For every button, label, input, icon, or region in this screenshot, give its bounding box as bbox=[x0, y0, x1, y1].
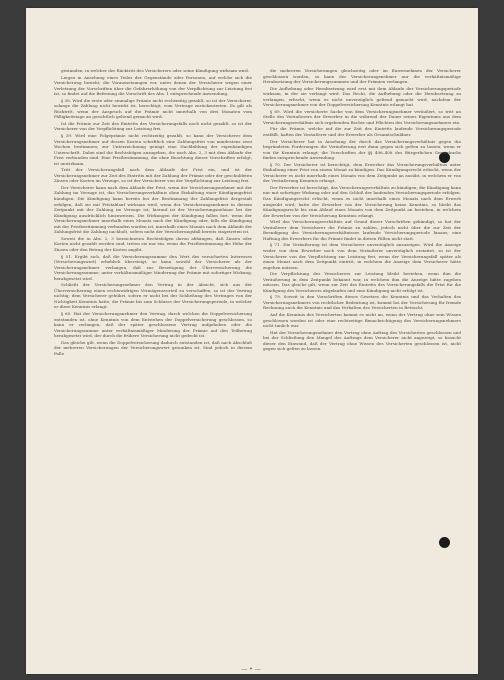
paragraph: gestanden, in welcher der Rücktritt des Versicherers oder seine Kündigung wirksam wird. bbox=[61, 68, 250, 73]
paragraph: § 71. Die Veräußerung ist dem Versicherer unverzüglich anzuzeigen. Wird die Anzeige weder von dem Erwerber noch von dem Veräußerer unverzüglich erstattet, so ist der Versicherer von der Verpflichtung zur Leistung frei, wenn der Versicherungsfall später als einen Monat nach dem Zeitpunkt eintritt, in welchem die Anzeige dem Versicherer hätte zugehen müssen. bbox=[263, 242, 461, 270]
paragraph: Der Erwerber ist berechtigt, das Versicherungsverhältnis zu kündigen; die Kündigung kann nur mit sofortiger Wirkung oder auf den Schluß der laufenden Versicherungsperiode erfolgen. Das Kündigungsrecht erlischt, wenn es nicht innerhalb eines Monats nach dem Erwerb ausgeübt wird; hatte der Erwerber von der Versicherung keine Kenntnis, so bleibt das Kündigungsrecht bis zum Ablauf eines Monats von dem Zeitpunkt an bestehen, in welchem der Erwerber von der Versicherung Kenntnis erlangt. bbox=[263, 184, 461, 218]
paragraph: Liegen in Ansehung eines Teiles der Gegenstände oder Personen, auf welche sich die Versicherung bezieht, die Voraussetzungen vor, unter denen der Versicherer wegen einer Verletzung der Vorschriften über die Gefahrerhöhung von der Verpflichtung zur Leistung frei ist, so findet auf die Befreiung die Vorschrift des Abs. 1 entsprechende Anwendung. bbox=[54, 74, 252, 97]
paragraph: § 70. Der Versicherer ist berechtigt, dem Erwerber das Versicherungsverhältnis unter Einhaltung einer Frist von einem Monat zu kündigen. Das Kündigungsrecht erlischt, wenn der Versicherer es nicht innerhalb eines Monats von dem Zeitpunkt an ausübt, in welchem er von der Veräußerung Kenntnis erlangt. bbox=[263, 161, 461, 184]
paragraph: Hat der Versicherungsnehmer den Vertrag ohne Auftrag des Versicherten geschlossen und bei der Schließung den Mangel des Auftrags dem Versicherer nicht angezeigt, so braucht dieser den Einwand, daß der Vertrag ohne Wissen des Versicherten geschlossen ist, nicht gegen sich gelten zu lassen. bbox=[263, 329, 461, 352]
paragraph: Wird das Versicherungsverhältnis auf Grund dieser Vorschriften gekündigt, so hat der Veräußerer dem Versicherer die Prämie zu zahlen, jedoch nicht über die zur Zeit der Beendigung des Versicherungsverhältnisses laufende Versicherungsperiode hinaus; eine Haftung des Erwerbers für die Prämie findet in diesen Fällen nicht statt. bbox=[263, 219, 461, 241]
paragraph: Tritt der Versicherungsfall nach dem Ablaufe der Frist ein, und ist der Versicherungsnehmer zur Zeit des Eintritts mit der Zahlung der Prämie oder der geschuldeten Zinsen oder Kosten im Verzuge, so ist der Versicherer von der Verpflichtung zur Leistung frei. bbox=[54, 167, 252, 184]
text-column-left bbox=[54, 68, 252, 357]
paragraph: Für die Prämie, welche auf die zur Zeit des Eintritts laufende Versicherungsperiode entfällt, haften der Veräußerer und der Erwerber als Gesamtschuldner. bbox=[263, 126, 461, 138]
paragraph: § 69. Wird die versicherte Sache von dem Versicherungsnehmer veräußert, so tritt an Stelle des Veräußerers der Erwerber in die während der Dauer seines Eigentums aus dem Versicherungsverhältnis sich ergebenden Rechte und Pflichten des Versicherungsnehmers ein. bbox=[263, 108, 461, 125]
paragraph: Auf die Kenntnis des Versicherten kommt es nicht an, wenn der Vertrag ohne sein Wissen geschlossen worden ist oder eine rechtzeitige Benachrichtigung des Versicherungsnehmers nicht tunlich war. bbox=[263, 311, 461, 329]
paragraph: Die Aufhebung oder Herabsetzung wird erst mit dem Ablaufe der Versicherungsperiode wirksam, in der sie verlangt wird. Das Recht, die Aufhebung oder die Herabsetzung zu verlangen, erlischt, wenn es nicht unverzüglich geltend gemacht wird, nachdem der Versicherungsnehmer von der Doppelversicherung Kenntnis erlangt hat. bbox=[263, 85, 461, 108]
footer-ornament: —•— bbox=[241, 666, 263, 673]
paragraph: § 39. Wird eine Folgeprämie nicht rechtzeitig gezahlt, so kann der Versicherer dem Versicherungsnehmer auf dessen Kosten schriftlich eine Zahlungsfrist von mindestens zwei Wochen bestimmen; zur Unterzeichnung genügt eine Nachbildung der eigenhändigen Unterschrift. Dabei sind die Rechtsfolgen anzugeben, die nach Abs. 2, 3 mit dem Ablaufe der Frist verbunden sind. Eine Fristbestimmung, die ohne Beachtung dieser Vorschriften erfolgt, ist unwirksam. bbox=[54, 133, 252, 166]
paragraph: Die Verpflichtung des Versicherers zur Leistung bleibt bestehen, wenn ihm die Veräußerung in dem Zeitpunkt bekannt war, in welchem ihm die Anzeige hätte zugehen müssen. Das gleiche gilt, wenn zur Zeit des Eintritts des Versicherungsfalls die Frist für die Kündigung des Versicherers abgelaufen und eine Kündigung nicht erfolgt ist. bbox=[263, 271, 461, 293]
paragraph: § 79. Soweit in den Vorschriften dieses Gesetzes die Kenntnis und das Verhalten des Versicherungsnehmers von rechtlicher Bedeutung ist, kommt bei der Versicherung für fremde Rechnung auch die Kenntnis und das Verhalten des Versicherten in Betracht. bbox=[263, 294, 461, 311]
paragraph: Das gleiche gilt, wenn die Doppelversicherung dadurch entstanden ist, daß nach Abschluß der mehreren Versicherungen der Versicherungswert gesunken ist. Sind jedoch in diesem Falle bbox=[54, 339, 252, 356]
paragraph: § 51. Ergibt sich, daß die Versicherungssumme den Wert des versicherten Interesses (Versicherungswert) erheblich übersteigt, so kann sowohl der Versicherer als der Versicherungsnehmer verlangen, daß zur Beseitigung der Überversicherung die Versicherungssumme, unter verhältnismäßiger Minderung der Prämie mit sofortiger Wirkung, herabgesetzt wird. bbox=[54, 253, 252, 281]
punch-hole-bottom bbox=[439, 537, 450, 548]
paragraph: Der Versicherer kann nach dem Ablaufe der Frist, wenn der Versicherungsnehmer mit der Zahlung im Verzuge ist, das Versicherungsverhältnis ohne Einhaltung einer Kündigungsfrist kündigen. Die Kündigung kann bereits bei der Bestimmung der Zahlungsfrist dergestalt erfolgen, daß sie mit Fristablauf wirksam wird, wenn der Versicherungsnehmer in diesem Zeitpunkt mit der Zahlung im Verzuge ist; hierauf ist der Versicherungsnehmer bei der Kündigung ausdrücklich hinzuweisen. Die Wirkungen der Kündigung fallen fort, wenn der Versicherungsnehmer innerhalb eines Monats nach der Kündigung oder, falls die Kündigung mit der Fristbestimmung verbunden worden ist, innerhalb eines Monats nach dem Ablaufe der Zahlungsfrist die Zahlung nachholt, sofern nicht der Versicherungsfall bereits eingetreten ist. bbox=[54, 184, 252, 235]
paragraph: § 38. Wird die erste oder einmalige Prämie nicht rechtzeitig gezahlt, so ist der Versicherer, solange die Zahlung nicht bewirkt ist, berechtigt, vom Vertrage zurückzutreten. Es gilt als Rücktritt, wenn der Anspruch auf die Prämie nicht innerhalb von drei Monaten vom Fälligkeitstage an gerichtlich geltend gemacht wird. bbox=[54, 97, 252, 120]
paragraph: Soweit die in Abs. 2, 3 bezeichneten Rechtsfolgen davon abhängen, daß Zinsen oder Kosten nicht gezahlt worden sind, treten sie nur ein, wenn die Fristbestimmung die Höhe der Zinsen oder den Betrag der Kosten angibt. bbox=[54, 235, 252, 252]
paragraph: § 60. Hat der Versicherungsnehmer den Vertrag, durch welchen die Doppelversicherung entstanden ist, ohne Kenntnis von dem Entstehen der Doppelversicherung geschlossen, so kann er verlangen, daß der später geschlossene Vertrag aufgehoben oder die Versicherungssumme unter verhältnismäßiger Minderung der Prämie auf den Teilbetrag herabgesetzt wird, der durch die frühere Versicherung nicht gedeckt ist. bbox=[54, 310, 252, 339]
text-column-right bbox=[263, 68, 461, 353]
paragraph: die mehreren Versicherungen gleichzeitig oder im Einvernehmen der Versicherer geschlossen worden, so kann der Versicherungsnehmer nur die verhältnismäßige Herabsetzung der Versicherungssummen und der Prämien verlangen. bbox=[263, 68, 461, 85]
document-page bbox=[26, 8, 478, 674]
paragraph: Schließt der Versicherungsnehmer den Vertrag in der Absicht, sich aus der Überversicherung einen rechtswidrigen Vermögensvorteil zu verschaffen, so ist der Vertrag nichtig; dem Versicherer gebührt, sofern er nicht bei der Schließung des Vertrages von der Nichtigkeit Kenntnis hatte, die Prämie bis zum Schlusse der Versicherungsperiode, in welcher er diese Kenntnis erlangt. bbox=[54, 282, 252, 310]
paragraph: Ist die Prämie zur Zeit des Eintritts des Versicherungsfalls noch nicht gezahlt, so ist der Versicherer von der Verpflichtung zur Leistung frei. bbox=[54, 120, 252, 132]
paragraph: Der Versicherer hat in Ansehung der durch das Versicherungsverhältnis gegen ihn begründeten Forderungen die Veräußerung erst dann gegen sich gelten zu lassen, wenn er von ihr Kenntnis erlangt; die Vorschriften der §§ 406–408 des Bürgerlichen Gesetzbuchs finden entsprechende Anwendung. bbox=[263, 138, 461, 161]
